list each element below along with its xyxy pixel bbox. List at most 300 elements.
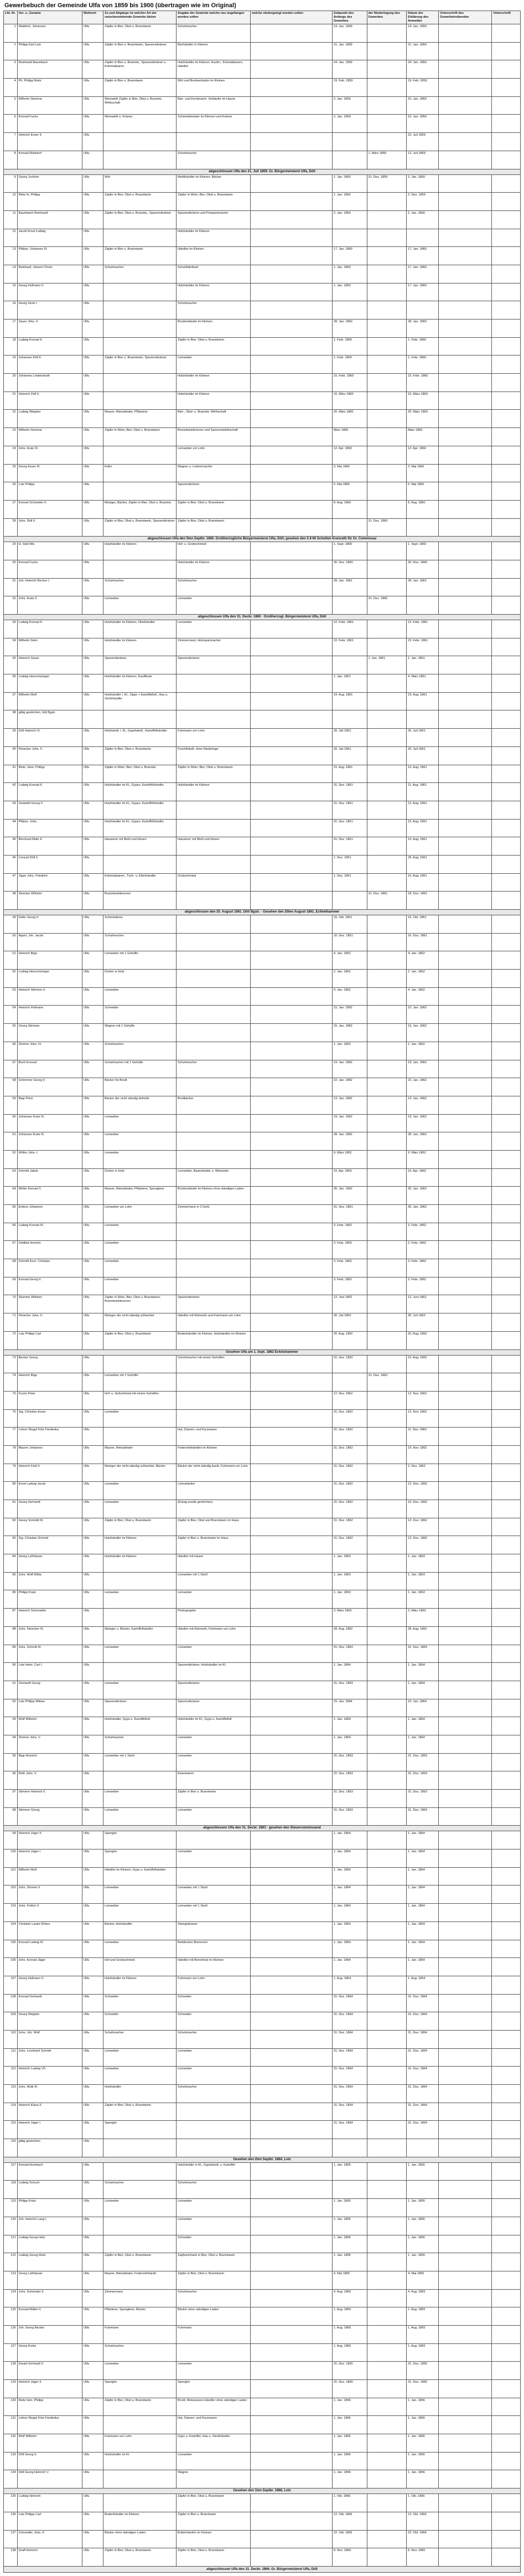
table-cell: Gyps u. Kartoffel, Hau u. Strohhändler — [177, 2434, 251, 2453]
table-cell — [492, 1277, 521, 1295]
table-cell — [251, 1771, 333, 1790]
table-cell: Zäpfer in Bier u. Branntwein — [103, 79, 177, 97]
table-cell — [332, 656, 367, 674]
table-cell: Ulfa — [82, 1168, 103, 1187]
table-cell: Becker Georg — [17, 1355, 82, 1373]
table-cell — [492, 464, 521, 482]
table-cell: 31. Dez. 1864 — [332, 2121, 367, 2139]
table-cell — [103, 2162, 177, 2181]
table-cell: 1. Jan. 1866 — [407, 2434, 439, 2453]
table-cell — [367, 356, 407, 374]
table-cell: Bäcker ohne ständigen Laden — [103, 2530, 177, 2548]
table-cell — [492, 1295, 521, 1313]
table-cell: 31. Dez. 1863 — [332, 1681, 367, 1699]
table-cell: Hut, Damen- und Kurzwaren — [177, 2416, 251, 2434]
table-cell: Zäpfer in Bier, Obst u. Branntwein — [103, 1331, 177, 1349]
table-cell: 1. Jan. 1866 — [332, 2452, 367, 2470]
table-cell: Leinweber — [177, 1849, 251, 1868]
table-row — [4, 2253, 521, 2271]
table-cell: Johs. Konrad Jäger — [17, 1958, 82, 1976]
table-cell — [103, 1355, 177, 1373]
table-cell: Ulfa — [82, 2325, 103, 2343]
table-cell: 6 — [4, 115, 18, 133]
table-cell — [492, 2398, 521, 2416]
table-cell — [251, 1572, 333, 1590]
table-cell — [367, 1006, 407, 1024]
table-row — [4, 283, 521, 301]
table-cell — [439, 837, 492, 856]
table-cell: 1. Jan. 1864 — [332, 1867, 367, 1885]
table-cell — [439, 2362, 492, 2380]
table-row — [4, 915, 521, 934]
table-cell — [103, 446, 177, 464]
table-cell — [251, 1681, 333, 1699]
table-cell — [251, 1391, 333, 1409]
table-cell: Ulfa — [82, 2121, 103, 2139]
table-cell — [367, 337, 407, 356]
table-cell — [251, 2470, 333, 2489]
table-cell: Steingutwaren — [177, 1921, 251, 1940]
table-cell — [492, 1645, 521, 1663]
table-cell — [177, 133, 251, 151]
table-cell: Buch Konrad — [17, 1060, 82, 1078]
table-cell: gittig gestrichen, Gitt Bgstr. — [17, 710, 82, 729]
table-row — [4, 2048, 521, 2067]
table-cell: Stimmer Heinrich II. — [17, 1790, 82, 1808]
table-cell: 5. Mai 1860 — [332, 482, 367, 501]
table-cell — [332, 151, 367, 169]
table-cell: Johs. Joh. Wolf — [17, 2030, 82, 2048]
table-cell — [439, 2380, 492, 2398]
table-row — [4, 656, 521, 674]
table-cell: 4. Mai 1865 — [407, 2271, 439, 2289]
table-cell: 15. Jan. 1862 — [332, 1024, 367, 1042]
table-cell: 31. Dez. 1863 — [407, 1790, 439, 1808]
table-cell: 2. Jan. 1860 — [407, 210, 439, 229]
table-cell — [492, 1663, 521, 1681]
table-cell: Ulfa — [82, 620, 103, 638]
table-cell: 21. Jan. 1859 — [407, 42, 439, 60]
table-cell — [439, 729, 492, 747]
table-cell: 31. Dez. 1862 — [332, 1355, 367, 1373]
table-cell: Bier-, Obst- u. Branntw. Wirthschaft — [177, 410, 251, 428]
table-row — [4, 560, 521, 578]
table-cell — [103, 2470, 177, 2489]
table-cell — [177, 1114, 251, 1132]
table-row — [4, 1940, 521, 1958]
table-cell — [439, 2470, 492, 2489]
table-cell: Konrad Müller II. — [17, 2307, 82, 2326]
table-cell — [492, 1867, 521, 1885]
register-table — [3, 11, 521, 2567]
table-cell — [367, 2030, 407, 2048]
table-cell: Ulfa — [82, 1867, 103, 1885]
table-cell — [367, 1277, 407, 1295]
table-cell — [439, 79, 492, 97]
table-cell — [492, 1168, 521, 1187]
table-cell: 30. Jan. 1862 — [407, 1205, 439, 1223]
table-row — [4, 2103, 521, 2121]
table-cell: Schuhmacher — [103, 578, 177, 596]
table-cell — [251, 1645, 333, 1663]
table-cell — [103, 133, 177, 151]
table-cell: Bäcker für Brodt — [103, 1078, 177, 1096]
table-cell: 31. Dez. 1863 — [332, 1753, 367, 1771]
table-cell: Ulfa — [82, 2199, 103, 2217]
table-cell: Leinweber — [177, 356, 251, 374]
table-cell: 1. Jan. 1866 — [332, 2470, 367, 2489]
table-cell: 107 — [4, 1976, 18, 1994]
table-row — [4, 2162, 521, 2181]
table-cell — [492, 1554, 521, 1573]
table-cell — [492, 892, 521, 910]
table-cell — [251, 560, 333, 578]
table-cell — [439, 265, 492, 283]
table-cell — [439, 1699, 492, 1717]
table-cell: 70 — [4, 1295, 18, 1313]
table-cell: 1. Jan. 1864 — [332, 1663, 367, 1681]
table-cell — [439, 2162, 492, 2181]
table-cell: 31. Dez. 1862 — [332, 1445, 367, 1464]
table-cell — [177, 1024, 251, 1042]
table-cell: Lotz Philipp Carl — [17, 2512, 82, 2530]
table-cell: Leinweber — [103, 1681, 177, 1699]
table-cell — [251, 374, 333, 392]
table-cell: Ulfa — [82, 60, 103, 79]
table-cell — [177, 1867, 251, 1885]
table-cell — [251, 933, 333, 951]
table-cell — [439, 301, 492, 320]
table-cell: Maurer, Weissbinder, Pflästerer — [103, 410, 177, 428]
header-gewerbe: Zu und Abgänge ist welcher Art der zwischenstehende Gewerbe bisher — [103, 11, 177, 24]
table-cell — [367, 1590, 407, 1609]
table-cell: 123 — [4, 2271, 18, 2289]
header-aufgabe: der Niederlegung des Gewerbes — [367, 11, 407, 24]
table-cell: Spengler — [103, 2380, 177, 2398]
table-row — [4, 783, 521, 801]
section-heading-row — [4, 537, 521, 542]
table-cell: Zimmermann — [103, 2289, 177, 2307]
table-cell: Johs. Kratz III. — [17, 446, 82, 464]
table-cell: 1. Jan. 1866 — [407, 2470, 439, 2489]
table-cell: Ulfa — [82, 1331, 103, 1349]
table-cell: 31. Dez. 1864 — [407, 2103, 439, 2121]
table-cell: 129 — [4, 2380, 18, 2398]
table-cell: Johannes Kratz III. — [17, 1132, 82, 1151]
table-cell — [103, 301, 177, 320]
table-cell — [251, 1078, 333, 1096]
table-row — [4, 1259, 521, 1277]
table-cell: Heinrich Hofmann — [17, 1006, 82, 1024]
table-cell — [103, 1663, 177, 1681]
table-cell — [177, 2139, 251, 2157]
table-cell: Ulfa — [82, 2012, 103, 2031]
table-cell: Reinhard, Johann Christ. — [17, 265, 82, 283]
table-cell: 1. Jan. 1864 — [407, 1940, 439, 1958]
table-cell — [251, 2067, 333, 2085]
section-heading-row — [4, 910, 521, 915]
table-cell — [251, 2362, 333, 2380]
table-cell: Holzhändler im Kleinen, Obsthändler — [103, 620, 177, 638]
table-cell: 117 — [4, 2162, 18, 2181]
header-lfd: Lfd. Nr. — [4, 11, 18, 24]
table-cell: 3. Jan. 1860 — [407, 174, 439, 193]
table-cell — [439, 2139, 492, 2157]
table-cell — [367, 1790, 407, 1808]
table-row — [4, 1807, 521, 1826]
table-cell: Georg Jochem — [17, 174, 82, 193]
table-row — [4, 2494, 521, 2512]
table-cell — [439, 356, 492, 374]
table-cell: Joh. Heinrich Becher I. — [17, 578, 82, 596]
table-cell: 15. Febr. 1860 — [332, 374, 367, 392]
table-cell: 1. Jan. 1866 — [332, 2416, 367, 2434]
table-cell — [439, 1006, 492, 1024]
table-cell: 80 — [4, 1482, 18, 1500]
table-cell — [367, 1168, 407, 1187]
table-cell: Zäpfer in Bier, Obst u. Branntwein — [177, 500, 251, 518]
table-cell: 108 — [4, 1994, 18, 2012]
table-cell: Heinrich Jäger I. — [17, 2121, 82, 2139]
table-cell: 9. März 1862 — [332, 1150, 367, 1168]
table-cell: Rietz hr. Philipp — [17, 193, 82, 211]
table-cell — [367, 855, 407, 873]
table-cell: 46 — [4, 855, 18, 873]
table-cell — [492, 2289, 521, 2307]
table-row — [4, 265, 521, 283]
table-cell — [251, 2271, 333, 2289]
table-cell: Ulfa — [82, 265, 103, 283]
table-cell — [367, 229, 407, 247]
table-row — [4, 1277, 521, 1295]
table-cell: Schuhmacher — [103, 1042, 177, 1060]
table-cell: 1. Jan. 1865 — [332, 2217, 367, 2235]
table-cell — [367, 560, 407, 578]
table-cell — [251, 2434, 333, 2453]
table-cell: Ulfa — [82, 2271, 103, 2289]
table-cell: 10. Dez. 1862 — [407, 1500, 439, 1518]
table-cell — [251, 1518, 333, 1536]
table-cell: 89 — [4, 1645, 18, 1663]
table-cell: 12. Nov. 1862 — [407, 1391, 439, 1409]
table-cell: Holzhändler im Kleinen — [177, 560, 251, 578]
table-cell — [251, 1205, 333, 1223]
table-cell: 122 — [4, 2253, 18, 2271]
table-row — [4, 1921, 521, 1940]
table-cell: Zäpfer in Bier, Obst u. Branntwein — [103, 2103, 177, 2121]
table-cell — [492, 1518, 521, 1536]
table-cell: Ludwig Konrad II. — [17, 337, 82, 356]
table-cell: Ulfa — [82, 1590, 103, 1609]
table-cell: Zäpfer in Wein, Bier, Obst u. Branntwein, Branntweinbrenner — [103, 1295, 177, 1313]
table-cell: 11 — [4, 210, 18, 229]
table-cell — [367, 2494, 407, 2512]
table-cell — [439, 446, 492, 464]
table-cell — [82, 710, 103, 729]
table-row — [4, 746, 521, 765]
table-cell — [251, 729, 333, 747]
table-cell — [367, 1205, 407, 1223]
header-niedergelegt: welche niedergelegt worden sollen — [251, 11, 333, 24]
table-cell: 19. Aug. 1861 — [332, 692, 367, 710]
table-cell — [251, 1536, 333, 1554]
table-cell — [251, 2012, 333, 2031]
table-cell: 1. Jan. 1864 — [332, 1885, 367, 1904]
table-cell — [439, 500, 492, 518]
table-row — [4, 2398, 521, 2416]
table-cell — [492, 1096, 521, 1114]
table-cell: 14 — [4, 265, 18, 283]
table-cell: 66 — [4, 1223, 18, 1241]
table-cell: Schuhmacher — [177, 2030, 251, 2048]
table-cell: Holzhändler im Kleinen — [103, 1554, 177, 1573]
table-cell: Ludwig Georg Reitz — [17, 2253, 82, 2271]
table-cell: Zäpfer in Bier u. Branntwein, Spezereikrämer — [103, 356, 177, 374]
table-cell: 19. Jan. 1862 — [332, 1060, 367, 1078]
table-cell: 1. Jan. 1860 — [332, 174, 367, 193]
table-cell: Ulfa — [82, 987, 103, 1006]
table-cell — [439, 801, 492, 819]
table-cell: 44 — [4, 819, 18, 837]
table-cell — [492, 837, 521, 856]
table-cell: Wilhelm Stein — [17, 638, 82, 656]
table-cell — [439, 2512, 492, 2530]
table-cell: 138 — [4, 2548, 18, 2567]
table-cell — [251, 2548, 333, 2567]
table-cell — [367, 2452, 407, 2470]
table-cell: 4. Jan. 1862 — [407, 987, 439, 1006]
table-cell: 24 — [4, 446, 18, 464]
table-cell: Eisenwaren — [177, 1771, 251, 1790]
table-cell: Zäpfer in Bier, Obst u. Branntwein — [103, 2398, 177, 2416]
table-cell: 1. Jan. 1863 — [332, 1590, 367, 1609]
table-cell — [492, 596, 521, 615]
table-cell — [367, 193, 407, 211]
table-cell: Ulfa — [82, 1831, 103, 1849]
table-cell: 58 — [4, 1078, 18, 1096]
table-cell: 1. Jan. 1864 — [407, 1735, 439, 1753]
table-cell: 20. März 1860 — [332, 410, 367, 428]
table-cell — [367, 2048, 407, 2067]
table-cell — [439, 2530, 492, 2548]
table-cell: Bipp Heinrich — [17, 1753, 82, 1771]
table-cell — [439, 60, 492, 79]
table-cell: Jäger Johs. Friedrich — [17, 873, 82, 892]
table-row — [4, 2012, 521, 2031]
table-cell — [492, 96, 521, 115]
table-cell: Hut, Damen- und Kurzwaren — [177, 1428, 251, 1446]
table-cell: Ulfa — [82, 2289, 103, 2307]
table-row — [4, 42, 521, 60]
table-cell: 31. Dez. 1863 — [407, 1645, 439, 1663]
table-cell — [367, 1885, 407, 1904]
table-cell: Wilhelm Stumme — [17, 96, 82, 115]
table-cell: 132 — [4, 2434, 18, 2453]
table-cell: Ulfa — [82, 560, 103, 578]
table-cell: Holzhändler im Kleinen — [177, 391, 251, 410]
table-cell — [439, 1132, 492, 1151]
table-cell — [492, 1187, 521, 1205]
table-cell: 12. Dez. 1862 — [407, 1536, 439, 1554]
table-cell: Ulfa — [82, 229, 103, 247]
table-cell — [367, 2398, 407, 2416]
table-cell: 106 — [4, 1958, 18, 1976]
table-cell — [251, 1554, 333, 1573]
table-cell: Leinweber — [177, 2048, 251, 2067]
table-cell: 1. Jan. 1862 — [407, 1042, 439, 1060]
table-cell: 3. März 1863 — [332, 1609, 367, 1627]
table-cell — [103, 374, 177, 392]
table-cell: 3. Mai 1860 — [407, 464, 439, 482]
table-cell — [439, 1867, 492, 1885]
table-cell — [492, 765, 521, 783]
table-cell: 126 — [4, 2325, 18, 2343]
table-cell: 1. Jan. 1864 — [332, 1717, 367, 1735]
table-cell: 16. Dez. 1861 — [407, 933, 439, 951]
table-cell: 19. Feb. 1859 — [332, 79, 367, 97]
table-cell: Bodenhändler im Kleinen, Holzhändler im Kleinen — [177, 1331, 251, 1349]
table-cell: 17. Jan. 1860 — [407, 247, 439, 265]
table-cell: Wilhelm Wolf — [17, 692, 82, 710]
table-cell — [177, 915, 251, 934]
section-heading: Gesehen Ulfa am 1. Sept. 1862 Eckelshammer — [4, 1349, 521, 1355]
table-cell — [439, 96, 492, 115]
table-cell — [439, 482, 492, 501]
table-cell — [367, 2271, 407, 2289]
table-cell — [407, 710, 439, 729]
table-cell — [367, 391, 407, 410]
table-cell: Ulfa — [82, 2139, 103, 2157]
table-cell: Ulfa — [82, 1753, 103, 1771]
table-cell: Bäcker der nicht ständig backt, Fuhrmann um Lohn — [177, 1464, 251, 1482]
table-cell — [492, 1391, 521, 1409]
table-cell — [492, 2470, 521, 2489]
table-cell: Photographie — [177, 1609, 251, 1627]
table-cell — [492, 638, 521, 656]
table-cell: Ulfa — [82, 746, 103, 765]
table-cell: 2. Jan. 1859 — [332, 115, 367, 133]
table-cell: 41 — [4, 765, 18, 783]
table-cell — [492, 2199, 521, 2217]
table-cell — [439, 819, 492, 837]
table-cell — [439, 1572, 492, 1590]
table-cell: H. Stoll Wb. — [17, 542, 82, 560]
table-cell — [251, 578, 333, 596]
table-cell: gittig gestrichen — [17, 2139, 82, 2157]
table-cell: Graff Heinrich — [17, 2548, 82, 2567]
table-cell: 19. Nov. 1862 — [407, 1445, 439, 1464]
table-cell: Ulfa — [82, 1150, 103, 1168]
table-cell: Zäpfer in Bier u. Branntwein im Haus — [177, 1536, 251, 1554]
table-cell: Ulfa — [82, 133, 103, 151]
table-cell: Wagner — [177, 2470, 251, 2489]
table-cell: 28. Jan. 1860 — [332, 320, 367, 338]
table-cell: Zäpfer in Bier, Obst u. Branntwein — [103, 24, 177, 43]
table-cell — [492, 1223, 521, 1241]
table-cell: 3. Febr. 1862 — [407, 1223, 439, 1241]
table-cell — [367, 1042, 407, 1060]
table-cell: Ulfa — [82, 2048, 103, 2067]
table-cell: 13. Jan. 1862 — [407, 1096, 439, 1114]
table-cell — [177, 1132, 251, 1151]
table-cell: 12. Nov. 1862 — [407, 1409, 439, 1428]
table-cell: Ulfa — [82, 2162, 103, 2181]
table-cell: Schuhmacher — [177, 2289, 251, 2307]
table-cell — [367, 1940, 407, 1958]
table-cell — [251, 1609, 333, 1627]
table-cell — [492, 2012, 521, 2031]
table-cell: Reitz, Hein. Philipp — [17, 765, 82, 783]
